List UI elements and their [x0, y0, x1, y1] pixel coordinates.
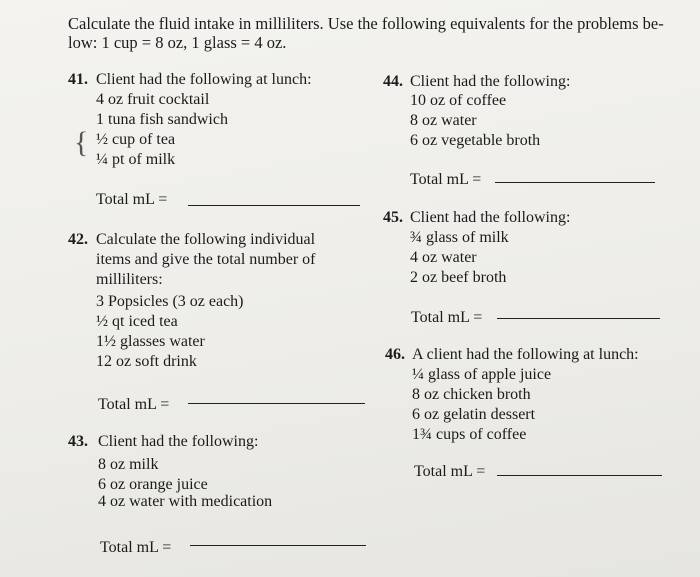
- q42-title-line: milliliters:: [96, 271, 163, 288]
- q42-total-label: Total mL =: [98, 396, 170, 413]
- q45-item: 4 oz water: [410, 249, 477, 266]
- q44-title: Client had the following:: [410, 73, 571, 90]
- q46-item: 1¾ cups of coffee: [412, 426, 527, 443]
- q44-answer-line[interactable]: [495, 182, 655, 183]
- q44-total-label: Total mL =: [410, 171, 482, 188]
- q43-answer-line[interactable]: [190, 545, 366, 546]
- q42-item: ½ qt iced tea: [96, 313, 178, 330]
- intro-line-1: Calculate the fluid intake in milliliters. Use the following equivalents for the problems be-: [68, 14, 664, 33]
- q41-total-label: Total mL =: [96, 191, 168, 208]
- q43-item: 4 oz water with medication: [98, 493, 273, 510]
- q41-item: ¼ pt of milk: [96, 151, 176, 168]
- q42-item: 12 oz soft drink: [96, 353, 197, 370]
- q45-number: 45.: [383, 209, 403, 226]
- q43-item: 8 oz milk: [98, 456, 159, 473]
- q43-item: 6 oz orange juice: [98, 476, 208, 493]
- q46-item: 8 oz chicken broth: [412, 386, 531, 403]
- q45-item: ¾ glass of milk: [410, 229, 509, 246]
- q42-title-line: items and give the total number of: [96, 251, 316, 268]
- q46-item: 6 oz gelatin dessert: [412, 406, 536, 423]
- q41-item: 1 tuna fish sandwich: [96, 111, 228, 128]
- q43-title: Client had the following:: [98, 433, 259, 450]
- q46-number: 46.: [385, 346, 405, 363]
- q42-item: 3 Popsicles (3 oz each): [96, 293, 244, 310]
- q41-title: Client had the following at lunch:: [96, 71, 312, 88]
- q43-total-label: Total mL =: [100, 539, 172, 556]
- q46-answer-line[interactable]: [497, 475, 662, 476]
- q42-number: 42.: [68, 231, 88, 248]
- q45-title: Client had the following:: [410, 209, 571, 226]
- q45-total-label: Total mL =: [411, 309, 483, 326]
- q41-number: 41.: [68, 71, 88, 88]
- q42-title-line: Calculate the following individual: [96, 231, 316, 248]
- q44-number: 44.: [383, 73, 403, 90]
- q44-item: 6 oz vegetable broth: [410, 132, 541, 149]
- q46-item: ¼ glass of apple juice: [412, 366, 552, 383]
- q44-item: 10 oz of coffee: [410, 92, 507, 109]
- q41-item: 4 oz fruit cocktail: [96, 91, 210, 108]
- q45-item: 2 oz beef broth: [410, 269, 507, 286]
- q46-title: A client had the following at lunch:: [412, 346, 639, 363]
- q43-number: 43.: [68, 433, 88, 450]
- q46-total-label: Total mL =: [414, 463, 486, 480]
- handwritten-brace-mark: {: [74, 126, 89, 159]
- q42-answer-line[interactable]: [188, 403, 365, 404]
- q45-answer-line[interactable]: [497, 318, 660, 319]
- q44-item: 8 oz water: [410, 112, 477, 129]
- q41-answer-line[interactable]: [188, 205, 360, 206]
- q41-item: ½ cup of tea: [96, 131, 176, 148]
- intro-line-2: low: 1 cup = 8 oz, 1 glass = 4 oz.: [68, 33, 287, 52]
- q42-item: 1½ glasses water: [96, 333, 205, 350]
